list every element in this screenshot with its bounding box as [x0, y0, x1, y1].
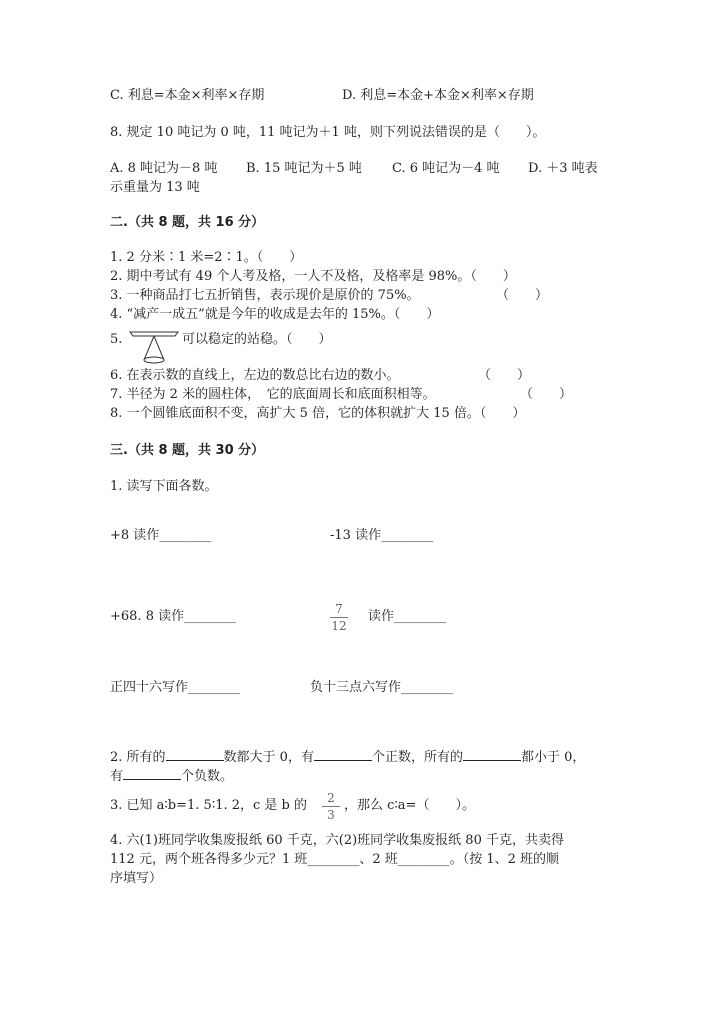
- q3-text-b: ，那么 c∶a=（ ）。: [344, 798, 475, 813]
- q2-blank-4[interactable]: [123, 767, 181, 780]
- q8-option-c: C. 6 吨记为－4 吨: [392, 161, 500, 176]
- tf-item-2: 2. 期中考试有 49 个人考及格，一人不及格，及格率是 98%。（ ）: [110, 269, 516, 284]
- q1-write-neg13-6: 负十三点六写作________: [310, 680, 454, 695]
- q1-read-fraction: 读作________: [368, 609, 447, 624]
- q2-text-e: 有: [110, 769, 124, 784]
- tf-item-6-paren: （ ）: [478, 368, 531, 383]
- q1-read-minus13: -13 读作________: [330, 528, 434, 543]
- q1-read-68-8: +68. 8 读作________: [110, 609, 237, 624]
- q2-line1: [110, 748, 585, 767]
- q2-text-a: 2. 所有的: [110, 750, 166, 765]
- section3-heading: 三.（共 8 题，共 30 分）: [110, 443, 265, 458]
- q8-stem: 8. 规定 10 吨记为 0 吨，11 吨记为＋1 吨，则下列说法错误的是（ ）。: [110, 125, 546, 140]
- q2-blank-3[interactable]: [463, 748, 521, 761]
- fraction-numerator: 2: [327, 791, 335, 805]
- q2-text-f: 个负数。: [181, 769, 234, 784]
- q7-option-c: C. 利息=本金×利率×存期: [110, 88, 265, 103]
- tf-item-3: 3. 一种商品打七五折销售，表示现价是原价的 75%。: [110, 288, 420, 303]
- fraction-7-12: [330, 602, 348, 633]
- fraction-denominator: 3: [327, 808, 335, 822]
- fraction-bar: [322, 806, 340, 807]
- q4-line2: 112 元，两个班各得多少元？1 班________、2 班________。（按 1、2 班的顺: [110, 852, 560, 867]
- q1-stem: 1. 读写下面各数。: [110, 479, 218, 494]
- q3-text-a: 3. 已知 a∶b=1. 5∶1. 2，c 是 b 的: [110, 798, 308, 813]
- q1-read-plus8: +8 读作________: [110, 528, 212, 543]
- tf-item-8: 8. 一个圆锥底面积不变，高扩大 5 倍，它的体积就扩大 15 倍。（ ）: [110, 406, 526, 421]
- tf-item-5-number: 5.: [110, 332, 123, 347]
- fraction-denominator: 12: [331, 619, 347, 633]
- tf-item-6: 6. 在表示数的直线上，左边的数总比右边的数小。: [110, 368, 400, 383]
- q7-option-d: D. 利息=本金+本金×利率×存期: [342, 88, 534, 103]
- q4-line3: 序填写）: [110, 871, 163, 886]
- fraction-bar: [330, 617, 348, 618]
- q1-write-46: 正四十六写作________: [110, 680, 241, 695]
- fraction-2-3: [322, 791, 340, 822]
- tf-item-7-paren: （ ）: [520, 387, 573, 402]
- q4-line1: 4. 六(1)班同学收集废报纸 60 千克，六(2)班同学收集废报纸 80 千克，共卖得: [110, 833, 564, 848]
- q2-text-c: 个正数，所有的: [371, 750, 463, 765]
- q2-blank-1[interactable]: [166, 748, 224, 761]
- tf-item-1: 1. 2 分米∶1 米=2∶1。（ ）: [110, 250, 303, 265]
- fraction-numerator: 7: [335, 602, 343, 616]
- q2-text-b: 数都大于 0，有: [223, 750, 314, 765]
- tf-item-7: 7. 半径为 2 米的圆柱体， 它的底面周长和底面积相等。: [110, 387, 436, 402]
- tf-item-3-paren: （ ）: [496, 288, 549, 303]
- tf-item-5: 可以稳定的站稳。（ ）: [182, 332, 332, 347]
- q8-option-b: B. 15 吨记为＋5 吨: [246, 161, 362, 176]
- q8-option-a: A. 8 吨记为－8 吨: [110, 161, 218, 176]
- q2-text-d: 都小于 0，: [520, 750, 586, 765]
- q2-line2: [110, 767, 233, 786]
- q2-blank-2[interactable]: [314, 748, 372, 761]
- tf-item-4: 4. “减产一成五”就是今年的收成是去年的 15%。（ ）: [110, 307, 440, 322]
- stool-figure: [128, 328, 180, 366]
- q8-option-d-continued: 示重量为 13 吨: [110, 180, 200, 195]
- section2-heading: 二.（共 8 题，共 16 分）: [110, 215, 265, 230]
- q8-option-d: D. ＋3 吨表: [528, 161, 598, 176]
